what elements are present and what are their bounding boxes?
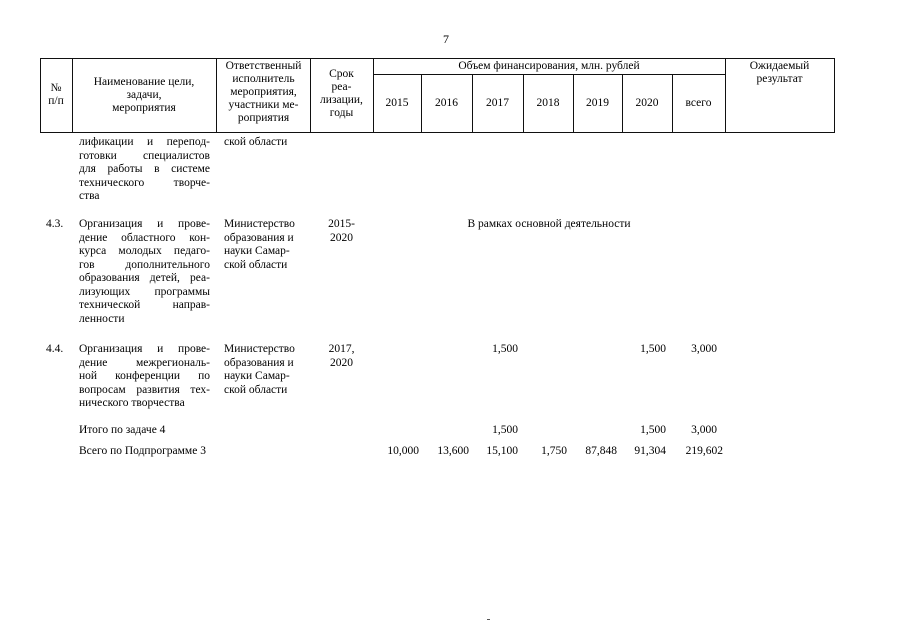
header-total: всего: [685, 97, 712, 109]
row-responsible: Министерство образования и науки Самар- ской области: [224, 343, 295, 396]
row-name: лификации и перепод- готовки специалистов для работы в системе технического творче- ства: [79, 136, 210, 202]
header-bottom-border: [40, 132, 834, 133]
value-2020: 91,304: [634, 445, 666, 457]
row-number: 4.4.: [46, 343, 64, 355]
header-top-border: [40, 58, 834, 59]
row-responsible: Министерство образования и науки Самар- ской области: [224, 218, 295, 271]
value-2017: 1,500: [492, 343, 518, 355]
value-2015: 10,000: [387, 445, 419, 457]
col-divider: [834, 58, 835, 133]
header-responsible: Ответственный исполнитель мероприятия, участники ме- роприятия: [225, 60, 302, 124]
value-2018: 1,750: [541, 445, 567, 457]
header-year-2016: 2016: [435, 97, 458, 109]
value-2020: 1,500: [640, 424, 666, 436]
value-2017: 15,100: [486, 445, 518, 457]
value-2020: 1,500: [640, 343, 666, 355]
value-2016: 13,600: [437, 445, 469, 457]
page-number: 7: [443, 32, 449, 46]
row-label: Всего по Подпрограмме 3: [79, 445, 206, 457]
row-term: 2015- 2020: [328, 218, 355, 244]
header-funding-title: Объем финансирования, млн. рублей: [458, 60, 640, 72]
row-label: Итого по задаче 4: [79, 424, 166, 436]
header-year-2017: 2017: [486, 97, 509, 109]
value-total: 3,000: [691, 424, 717, 436]
value-2019: 87,848: [585, 445, 617, 457]
header-year-2020: 2020: [635, 97, 659, 109]
value-total: 3,000: [691, 343, 717, 355]
value-total: 219,602: [685, 445, 723, 457]
header-year-2018: 2018: [536, 97, 560, 109]
row-responsible: ской области: [224, 136, 288, 148]
scan-speck: [487, 619, 490, 620]
value-2017: 1,500: [492, 424, 518, 436]
header-num: № п/п: [48, 82, 64, 107]
row-number: 4.3.: [46, 218, 64, 230]
row-note: В рамках основной деятельности: [467, 218, 631, 230]
row-name: Организация и прове- дение областного кон- курса молодых педаго- гов дополнительного образования детей, реа- лизующих программы технической направ- ленности: [79, 218, 210, 325]
header-name: Наименование цели, задачи, мероприятия: [93, 76, 195, 114]
header-year-2015: 2015: [385, 97, 409, 109]
row-term: 2017, 2020: [328, 343, 355, 369]
header-result: Ожидаемый результат: [749, 60, 810, 85]
row-name: Организация и прове- дение межрегиональ- ной конференции по вопросам развития тех- нического творчества: [79, 343, 210, 409]
header-year-2019: 2019: [586, 97, 609, 109]
header-term: Срок реа- лизации, годы: [320, 68, 363, 119]
